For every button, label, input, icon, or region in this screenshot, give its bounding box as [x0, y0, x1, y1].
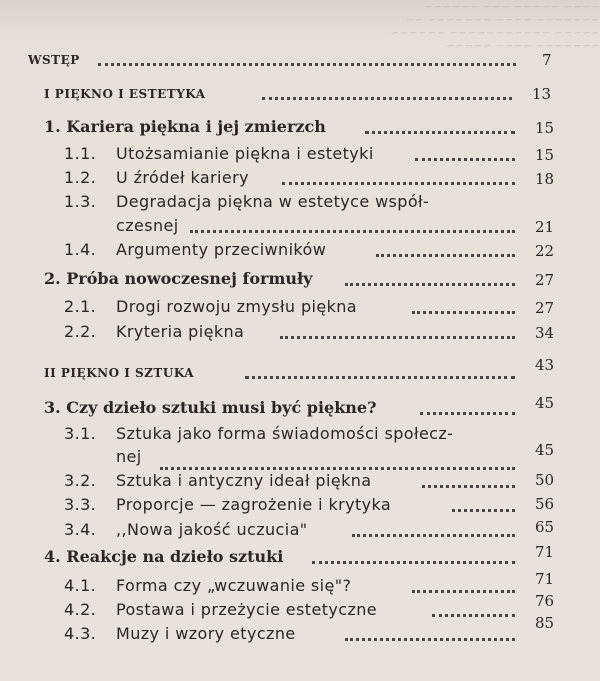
toc-number: 4.2.	[64, 600, 97, 619]
toc-label: Sztuka jako forma świadomości społecz-	[116, 424, 454, 443]
toc-entry-4-3	[0, 614, 600, 646]
toc-number: 1.2.	[64, 168, 97, 187]
toc-page-number: 27	[535, 271, 555, 289]
toc-number: 2.2.	[64, 322, 97, 341]
toc-entry-part-2	[0, 356, 600, 384]
toc-page-number: 45	[535, 441, 555, 459]
leader-dots	[365, 121, 515, 134]
leader-dots	[245, 366, 515, 379]
toc-label: I PIĘKNO I ESTETYKA	[44, 87, 206, 101]
toc-page-number: 45	[535, 394, 555, 412]
toc-label: U źródeł kariery	[116, 168, 249, 187]
toc-label: Sztuka i antyczny ideał piękna	[116, 471, 372, 490]
leader-dots	[412, 580, 515, 593]
toc-entry-intro	[0, 49, 600, 71]
toc-label: Drogi rozwoju zmysłu piękna	[116, 297, 358, 316]
toc-label: Proporcje — zagrożenie i krytyka	[116, 495, 392, 514]
toc-label: Utożsamianie piękna i estetyki	[116, 144, 374, 163]
toc-page-number: 43	[535, 356, 555, 374]
leader-dots	[160, 457, 515, 470]
toc-entry-chapter-1	[0, 117, 600, 139]
toc-entry-3-1-continued	[0, 441, 600, 469]
toc-page-number: 34	[535, 324, 555, 342]
leader-dots	[280, 326, 515, 339]
leader-dots	[282, 172, 515, 185]
toc-label: WSTĘP	[28, 53, 80, 67]
toc-page-number: 76	[535, 592, 555, 610]
toc-entry-3-3	[0, 495, 600, 517]
toc-entry-2-2	[0, 322, 600, 344]
toc-label: Kryteria piękna	[116, 322, 245, 341]
toc-label: II PIĘKNO I SZTUKA	[44, 366, 195, 380]
toc-page-number: 65	[535, 518, 555, 536]
toc-label: Argumenty przeciwników	[116, 240, 327, 259]
toc-number: 3.1.	[64, 424, 97, 443]
toc-label-continuation: nej	[116, 447, 142, 466]
toc-page-number: 71	[535, 570, 555, 588]
toc-label: Degradacja piękna w estetyce współ-	[116, 192, 430, 211]
toc-page-number: 27	[535, 299, 555, 317]
show-through-text: ~~~~ ~~~~~ ~~~ ~~~~~~ ~~~~~~~ ~~~~ ~~~~~~~ ~~ ~~~~~ ~~~~~~~~~~~ ~~~~~~ ~~~~~~~ ~~~~ ~~~~~	[390, 0, 600, 52]
leader-dots	[312, 551, 515, 564]
toc-number: 1.4.	[64, 240, 97, 259]
leader-dots	[262, 87, 512, 100]
leader-dots	[415, 148, 515, 161]
toc-page-number: 56	[535, 495, 555, 513]
leader-dots	[190, 220, 515, 233]
toc-entry-1-3-continued	[0, 216, 600, 238]
toc-page-number: 50	[535, 471, 555, 489]
toc-entry-3-4	[0, 520, 600, 542]
toc-entry-chapter-2	[0, 269, 600, 291]
leader-dots	[345, 273, 515, 286]
toc-page-number: 15	[535, 119, 555, 137]
toc-entry-1-1	[0, 144, 600, 166]
leader-dots	[376, 244, 515, 257]
toc-label: 2. Próba nowoczesnej formuły	[44, 269, 313, 288]
leader-dots	[412, 301, 515, 314]
toc-entry-chapter-3	[0, 394, 600, 420]
toc-number: 4.1.	[64, 576, 97, 595]
leader-dots	[432, 604, 515, 617]
leader-dots	[98, 53, 516, 66]
toc-label: Muzy i wzory etyczne	[116, 624, 296, 643]
toc-entry-4-2	[0, 592, 600, 622]
toc-entry-1-3	[0, 192, 600, 214]
toc-entry-chapter-4	[0, 543, 600, 569]
toc-entry-1-2	[0, 168, 600, 190]
leader-dots	[422, 475, 515, 488]
toc-label: Forma czy „wczuwanie się"?	[116, 576, 352, 595]
toc-number: 3.4.	[64, 520, 97, 539]
toc-number: 2.1.	[64, 297, 97, 316]
toc-entry-4-1	[0, 570, 600, 598]
leader-dots	[420, 402, 515, 415]
toc-entry-part-1	[0, 83, 600, 105]
toc-number: 1.3.	[64, 192, 97, 211]
leader-dots	[352, 524, 515, 537]
toc-page-number: 71	[535, 543, 555, 561]
toc-page-number: 13	[532, 85, 552, 103]
toc-page-number: 85	[535, 614, 555, 632]
toc-label: 4. Reakcje na dzieło sztuki	[44, 547, 284, 566]
toc-entry-3-1	[0, 424, 600, 446]
toc-page-number: 22	[535, 242, 555, 260]
toc-label: 3. Czy dzieło sztuki musi być piękne?	[44, 398, 377, 417]
toc-label: ,,Nowa jakość uczucia"	[116, 520, 308, 539]
toc-page-number: 7	[542, 51, 552, 69]
toc-entry-1-4	[0, 240, 600, 262]
leader-dots	[452, 499, 515, 512]
toc-number: 4.3.	[64, 624, 97, 643]
toc-entry-3-2	[0, 471, 600, 493]
toc-page-number: 15	[535, 146, 555, 164]
toc-number: 3.2.	[64, 471, 97, 490]
toc-page-number: 21	[535, 218, 555, 236]
toc-label: Postawa i przeżycie estetyczne	[116, 600, 378, 619]
toc-number: 1.1.	[64, 144, 97, 163]
leader-dots	[345, 628, 515, 641]
toc-entry-2-1	[0, 297, 600, 319]
toc-number: 3.3.	[64, 495, 97, 514]
toc-label-continuation: czesnej	[116, 216, 179, 235]
toc-label: 1. Kariera piękna i jej zmierzch	[44, 117, 326, 136]
toc-page-number: 18	[535, 170, 555, 188]
